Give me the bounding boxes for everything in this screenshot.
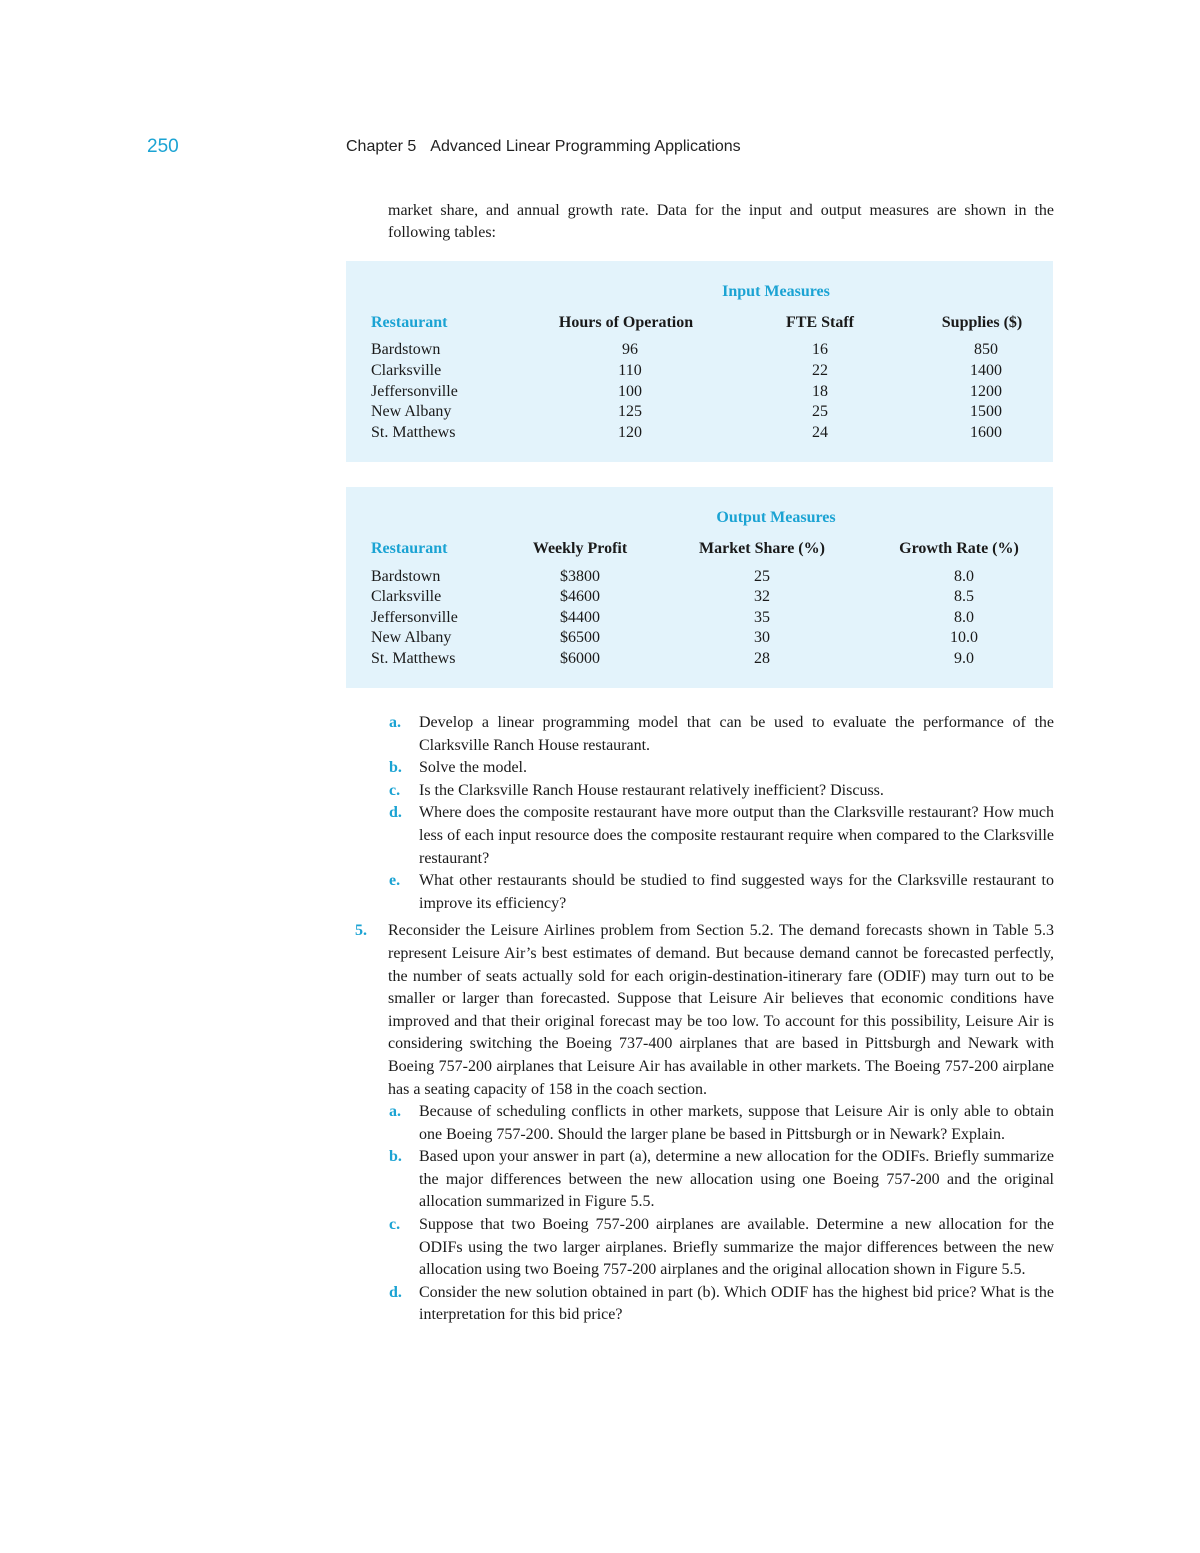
problem-5-part [355, 1101, 1054, 1146]
input-measures-table: Input Measures Restaurant Hours of Operation FTE Staff Supplies ($) Bardstown 96 16 850 Clarksville 110 22 1400 Jeffersonville 100 18 1200 New Albany 125 25 1500 St. Matthews 120 24 1600 [346, 261, 1053, 462]
page-number: 250 [147, 136, 179, 157]
part-label: a. [389, 1103, 401, 1121]
chapter-label: Chapter 5 [346, 138, 417, 155]
value-cell: 1500 [970, 403, 1002, 420]
restaurant-cell: Jeffersonville [371, 383, 458, 400]
restaurant-cell: New Albany [371, 629, 452, 646]
problem-5 [355, 920, 1054, 1101]
column-header: FTE Staff [786, 314, 854, 331]
part-label: a. [389, 714, 401, 731]
value-cell: 96 [622, 341, 638, 358]
column-header: Restaurant [371, 540, 448, 557]
value-cell: 100 [618, 383, 642, 400]
value-cell: 25 [754, 568, 770, 585]
table-row [346, 401, 1053, 422]
value-cell: 1600 [970, 424, 1002, 441]
part-text: Is the Clarksville Ranch House restaurant relatively inefficient? Discuss. [419, 781, 884, 799]
value-cell: 120 [618, 424, 642, 441]
value-cell: 32 [754, 588, 770, 605]
part-label: e. [389, 872, 401, 890]
problem-number: 5. [355, 922, 367, 940]
part-text: Consider the new solution obtained in part (b). Which ODIF has the highest bid price? What is the interpretation for this bid price? [419, 1283, 1054, 1324]
value-cell: 35 [754, 609, 770, 626]
table-row [346, 339, 1053, 360]
restaurant-cell: Bardstown [371, 341, 441, 358]
table-row [346, 566, 1053, 587]
value-cell: 8.0 [954, 609, 974, 626]
output-measures-table: Output Measures Restaurant Weekly Profit Market Share (%) Growth Rate (%) Bardstown $3800 25 8.0 Clarksville $4600 32 8.5 Jeffersonville $4400 35 8.0 New Albany $6500 30 10.0 St. Matthews $6000 28 9.0 [346, 487, 1053, 688]
part-label: d. [389, 1283, 402, 1301]
restaurant-cell: New Albany [371, 403, 452, 420]
part-text: Suppose that two Boeing 757-200 airplanes are available. Determine a new allocation for the ODIFs using the two larger airplanes. Briefly summarize the major differences between the new allocation using two Boeing 757-200 airplanes and the original allocation shown in Figure 5.5. [419, 1216, 1054, 1279]
column-header: Growth Rate (%) [899, 540, 1019, 557]
problem-4-part [355, 802, 1054, 870]
column-header: Hours of Operation [558, 314, 694, 331]
table-row [346, 627, 1053, 648]
value-cell: $6500 [560, 629, 600, 646]
part-text: Solve the model. [419, 759, 527, 777]
input-table-header-row [346, 312, 1053, 333]
output-table-header-row [346, 538, 1053, 559]
problem-section [355, 712, 1054, 1327]
value-cell: $6000 [560, 650, 600, 667]
value-cell: $4600 [560, 588, 600, 605]
problem-4-part [355, 712, 1054, 757]
value-cell: 1200 [970, 383, 1002, 400]
table-row [346, 586, 1053, 607]
part-label: b. [389, 759, 402, 777]
part-label: d. [389, 804, 402, 822]
part-text: Because of scheduling conflicts in other markets, suppose that Leisure Air is only able to obtain one Boeing 757-200. Should the larger plane be based in Pittsburgh or in Newark? Explain. [419, 1103, 1054, 1143]
restaurant-cell: St. Matthews [371, 650, 456, 667]
value-cell: 8.5 [954, 588, 974, 605]
value-cell: 22 [812, 362, 828, 379]
value-cell: 1400 [970, 362, 1002, 379]
running-head [346, 138, 741, 156]
problem-4-part [355, 870, 1054, 915]
table-row [346, 360, 1053, 381]
restaurant-cell: Jeffersonville [371, 609, 458, 626]
problem-5-part [355, 1282, 1054, 1327]
value-cell: 16 [812, 341, 828, 358]
restaurant-cell: Clarksville [371, 362, 442, 379]
value-cell: 30 [754, 629, 770, 646]
value-cell: 18 [812, 383, 828, 400]
value-cell: 8.0 [954, 568, 974, 585]
value-cell: 10.0 [950, 629, 978, 646]
table-row [346, 648, 1053, 669]
value-cell: 110 [618, 362, 642, 379]
part-text: Where does the composite restaurant have more output than the Clarksville restaurant? How much less of each input resource does the composite restaurant require when compared to the Clarksville restaurant? [419, 804, 1054, 867]
part-label: c. [389, 781, 401, 799]
value-cell: $3800 [560, 568, 600, 585]
column-header: Restaurant [371, 314, 448, 331]
problem-4-part [355, 757, 1054, 780]
column-header: Weekly Profit [532, 540, 628, 557]
value-cell: 24 [812, 424, 828, 441]
part-text: Develop a linear programming model that can be used to evaluate the performance of the Clarksville Ranch House restaurant. [419, 714, 1054, 754]
problem-text: Reconsider the Leisure Airlines problem from Section 5.2. The demand forecasts shown in Table 5.3 represent Leisure Air’s best estimates of demand. But because demand cannot be forecasted perfectly, the number of seats actually sold for each origin-destination-itinerary fare (ODIF) may turn out to be smaller or larger than forecasted. Suppose that Leisure Air believes that economic conditions have improved and that their original forecast may be too low. To account for this possibility, Leisure Air is considering switching the Boeing 737-400 airplanes that are based in Pittsburgh and Newark with Boeing 757-200 airplanes that Leisure Air has available in other markets. The Boeing 757-200 airplane has a seating capacity of 158 in the coach section. [388, 922, 1054, 1098]
part-label: c. [389, 1216, 401, 1234]
problem-5-part [355, 1146, 1054, 1214]
restaurant-cell: St. Matthews [371, 424, 456, 441]
restaurant-cell: Bardstown [371, 568, 441, 585]
value-cell: 9.0 [954, 650, 974, 667]
restaurant-cell: Clarksville [371, 588, 442, 605]
part-text: Based upon your answer in part (a), determine a new allocation for the ODIFs. Briefly summarize the major differences between the new allocation using one Boeing 757-200 and the original allocation summarized in Figure 5.5. [419, 1148, 1054, 1211]
table-row [346, 381, 1053, 402]
table-row [346, 607, 1053, 628]
column-header: Supplies ($) [941, 314, 1023, 331]
value-cell: 25 [812, 403, 828, 420]
value-cell: 28 [754, 650, 770, 667]
value-cell: 125 [618, 403, 642, 420]
part-text: What other restaurants should be studied to find suggested ways for the Clarksville restaurant to improve its efficiency? [419, 872, 1054, 912]
part-label: b. [389, 1148, 402, 1166]
problem-4-part [355, 780, 1054, 803]
table-row [346, 422, 1053, 443]
problem-5-part [355, 1214, 1054, 1282]
column-header: Market Share (%) [699, 540, 825, 557]
chapter-title: Advanced Linear Programming Applications [430, 138, 741, 155]
value-cell: 850 [974, 341, 998, 358]
value-cell: $4400 [560, 609, 600, 626]
intro-paragraph: market share, and annual growth rate. Data for the input and output measures are shown in the following tables: [388, 202, 1054, 241]
